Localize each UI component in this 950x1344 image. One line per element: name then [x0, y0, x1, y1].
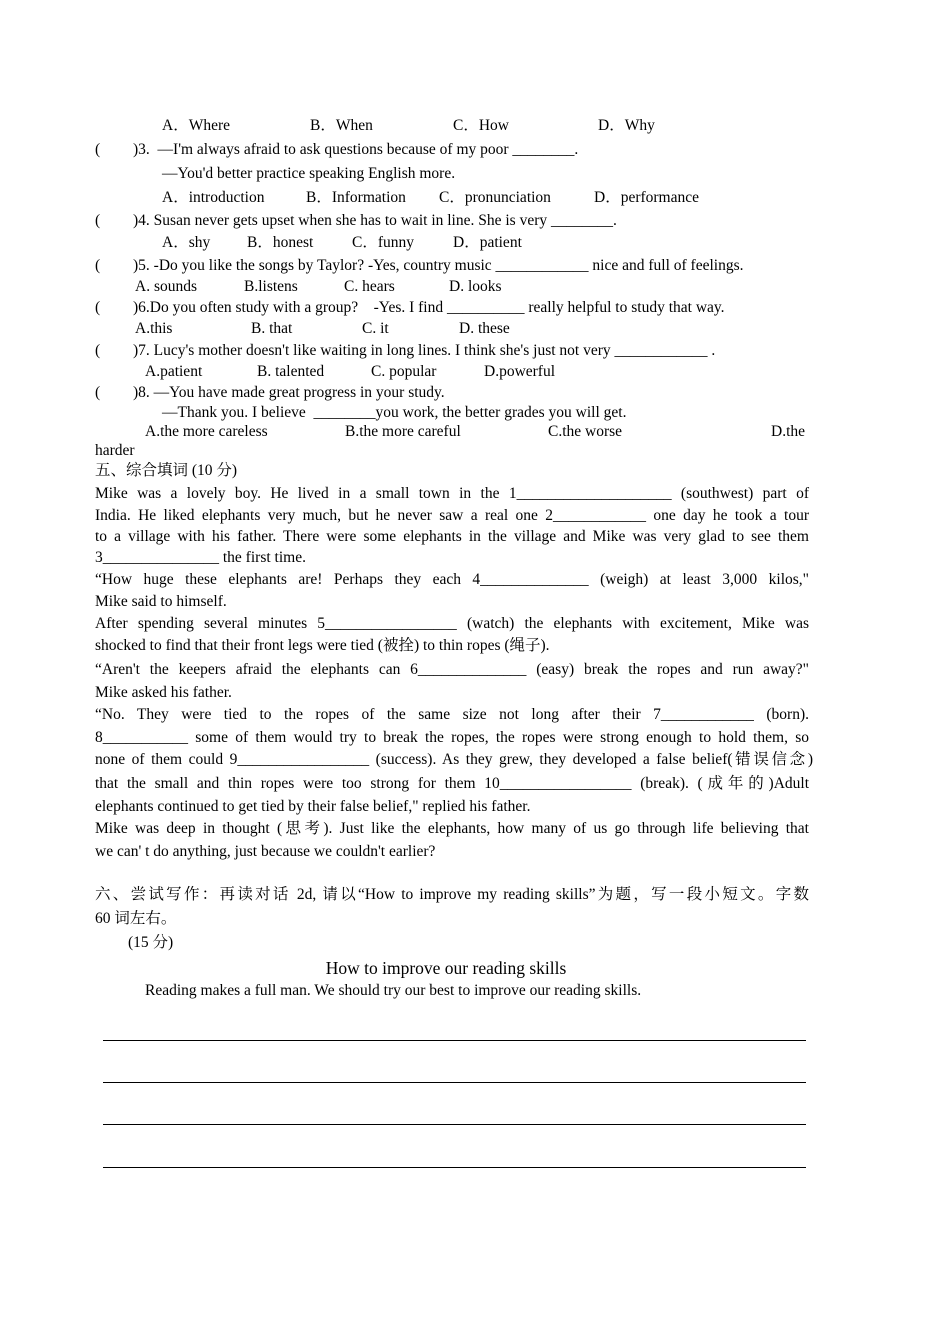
q3-stem: )3. —I'm always afraid to ask questions because of my poor ________.: [133, 141, 579, 158]
writing-line[interactable]: [103, 1040, 806, 1041]
q7-answer-paren: (: [95, 342, 101, 359]
passage-line: India. He liked elephants very much, but he never saw a real one 2____________ one day he took a tour: [95, 507, 809, 524]
section5-heading: 五、综合填词 (10 分): [95, 462, 238, 479]
q8-option-c: C.the worse: [548, 423, 623, 440]
q3-option-b: B．Information: [306, 189, 406, 206]
passage-line: “How huge these elephants are! Perhaps they each 4______________ (weigh) at least 3,000 kilos,": [95, 571, 809, 588]
q6-answer-paren: (: [95, 299, 101, 316]
essay-opening: Reading makes a full man. We should try our best to improve our reading skills.: [145, 982, 642, 999]
essay-title: How to improve our reading skills: [325, 958, 567, 978]
q8-stem: )8. —You have made great progress in your study.: [133, 384, 445, 401]
q4-option-b: B．honest: [247, 234, 314, 251]
q4-answer-paren: (: [95, 212, 101, 229]
q2-option-a: A．Where: [162, 117, 230, 134]
q7-option-b: B. talented: [257, 363, 325, 380]
q5-option-d: D. looks: [449, 278, 502, 295]
q6-option-a: A.this: [135, 320, 173, 337]
q2-option-b: B．When: [310, 117, 373, 134]
q4-option-a: A．shy: [162, 234, 211, 251]
q7-option-c: C. popular: [371, 363, 437, 380]
passage-line: Mike asked his father.: [95, 684, 232, 701]
passage-line: we can' t do anything, just because we couldn't earlier?: [95, 843, 436, 860]
q8-option-b: B.the more careful: [345, 423, 461, 440]
q5-option-a: A. sounds: [135, 278, 198, 295]
passage-line: After spending several minutes 5_________________ (watch) the elephants with excitement, Mike was: [95, 615, 809, 632]
section6-instruction-cont: 60 词左右。: [95, 910, 177, 927]
passage-line: to a village with his father. There were some elephants in the village and Mike was very glad to see them: [95, 528, 809, 545]
passage-line: 8___________ some of them would try to break the ropes, the ropes were strong enough to hold them, so: [95, 729, 809, 746]
q3-option-c: C．pronunciation: [439, 189, 551, 206]
q2-option-d: D．Why: [598, 117, 655, 134]
passage-line: Mike was deep in thought (思考). Just like the elephants, how many of us go through life believing that: [95, 820, 809, 837]
q8-option-d: D.the: [771, 423, 806, 440]
q4-stem: )4. Susan never gets upset when she has to wait in line. She is very ________.: [133, 212, 617, 229]
passage-line: Mike was a lovely boy. He lived in a small town in the 1____________________ (southwest) part of: [95, 485, 809, 502]
q5-option-c: C. hears: [344, 278, 395, 295]
writing-line[interactable]: [103, 1082, 806, 1083]
q6-option-d: D. these: [459, 320, 510, 337]
q6-option-b: B. that: [251, 320, 293, 337]
passage-line: “Aren't the keepers afraid the elephants can 6______________ (easy) break the ropes and run away?": [95, 661, 809, 678]
q7-option-d: D.powerful: [484, 363, 556, 380]
q8-answer-paren: (: [95, 384, 101, 401]
writing-line[interactable]: [103, 1167, 806, 1168]
passage-line: Mike said to himself.: [95, 593, 227, 610]
q3-answer-paren: (: [95, 141, 101, 158]
passage-line: elephants continued to get tied by their false belief," replied his father.: [95, 798, 531, 815]
q7-stem: )7. Lucy's mother doesn't like waiting in long lines. I think she's just not very ____________ .: [133, 342, 716, 359]
q3-option-d: D．performance: [594, 189, 700, 206]
q6-option-c: C. it: [362, 320, 389, 337]
section6-score: (15 分): [128, 934, 174, 951]
q5-answer-paren: (: [95, 257, 101, 274]
q8-option-a: A.the more careless: [145, 423, 268, 440]
q7-option-a: A.patient: [145, 363, 203, 380]
q2-option-c: C．How: [453, 117, 509, 134]
q4-option-d: D．patient: [453, 234, 522, 251]
q5-stem: )5. -Do you like the songs by Taylor? -Yes, country music ____________ nice and full of feelings.: [133, 257, 744, 274]
passage-line: 3_______________ the first time.: [95, 549, 306, 566]
q5-option-b: B.listens: [244, 278, 298, 295]
passage-line: “No. They were tied to the ropes of the same size not long after their 7____________ (born).: [95, 706, 809, 723]
passage-line: that the small and thin ropes were too strong for them 10_________________ (break). (成年的)Adult: [95, 775, 809, 792]
q8-reply: —Thank you. I believe ________you work, the better grades you will get.: [162, 404, 627, 421]
passage-line: shocked to find that their front legs were tied (被拴) to thin ropes (绳子).: [95, 637, 550, 654]
q8-option-d-wrap: harder: [95, 442, 135, 459]
q3-option-a: A．introduction: [162, 189, 265, 206]
writing-line[interactable]: [103, 1124, 806, 1125]
section6-instruction: 六、尝试写作：再读对话 2d, 请以“How to improve my reading skills”为题，写一段小短文。字数: [95, 886, 809, 903]
passage-line: none of them could 9_________________ (success). As they grew, they developed a false belief(错误信念): [95, 751, 813, 768]
q4-option-c: C．funny: [352, 234, 415, 251]
q3-reply: —You'd better practice speaking English more.: [162, 165, 456, 182]
q6-stem: )6.Do you often study with a group? -Yes. I find __________ really helpful to study that way.: [133, 299, 725, 316]
